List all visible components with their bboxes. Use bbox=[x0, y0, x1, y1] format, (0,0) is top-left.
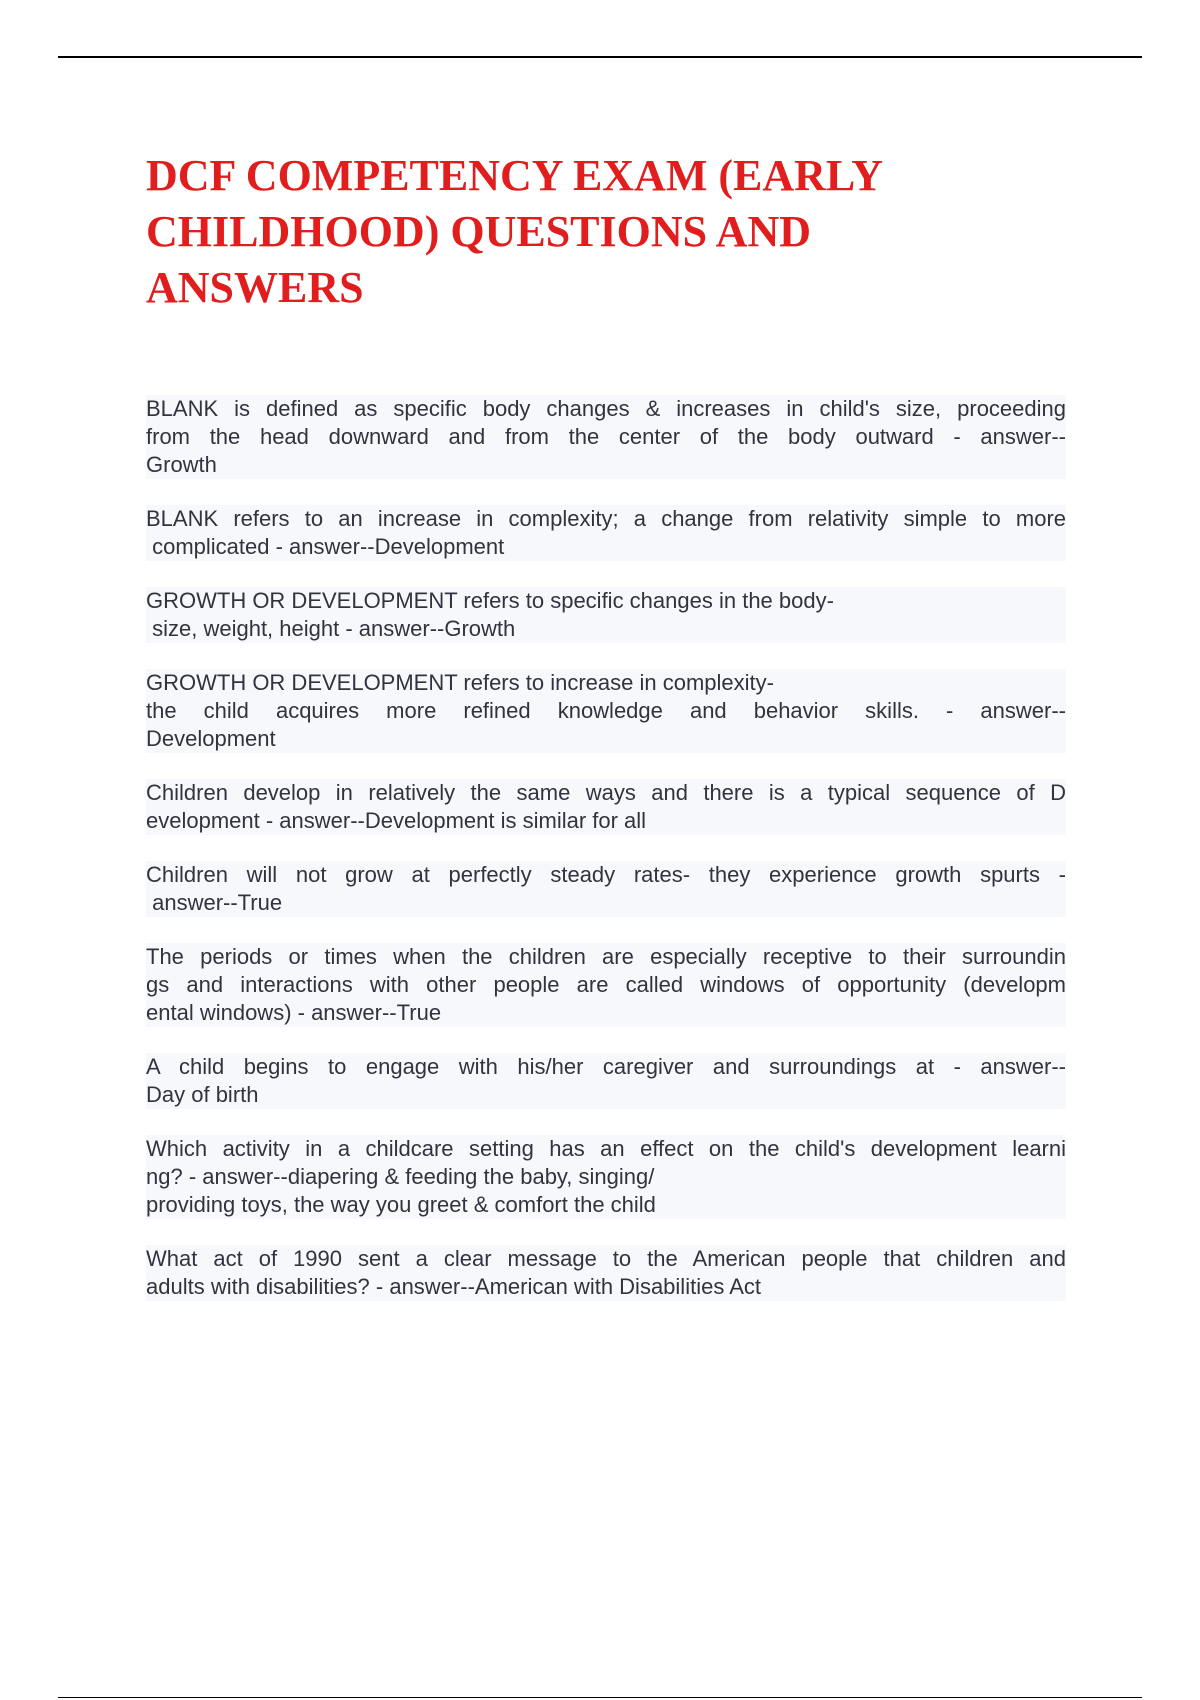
qa-line: evelopment - answer--Development is similar for all bbox=[146, 808, 647, 833]
qa-line: Day of birth bbox=[146, 1082, 259, 1107]
qa-item bbox=[146, 1135, 1066, 1219]
qa-line: ng? - answer--diapering & feeding the baby, singing/ bbox=[146, 1164, 655, 1189]
bottom-rule bbox=[58, 1697, 1142, 1698]
qa-item bbox=[146, 779, 1066, 835]
qa-line: The periods or times when the children are especially receptive to their surroundin bbox=[146, 944, 1066, 969]
qa-item bbox=[146, 1053, 1066, 1109]
qa-line: from the head downward and from the center of the body outward - answer-- bbox=[146, 424, 1066, 449]
title-line: CHILDHOOD) QUESTIONS AND bbox=[146, 207, 812, 256]
qa-item bbox=[146, 395, 1066, 479]
qa-line: the child acquires more refined knowledge and behavior skills. - answer-- bbox=[146, 698, 1066, 723]
qa-line: Children develop in relatively the same ways and there is a typical sequence of D bbox=[146, 780, 1066, 805]
qa-line: BLANK refers to an increase in complexity; a change from relativity simple to more bbox=[146, 506, 1066, 531]
qa-line: BLANK is defined as specific body changes & increases in child's size, proceeding bbox=[146, 396, 1066, 421]
qa-line: GROWTH OR DEVELOPMENT refers to increase in complexity- bbox=[146, 670, 774, 695]
document-title bbox=[146, 148, 1046, 316]
qa-line: A child begins to engage with his/her caregiver and surroundings at - answer-- bbox=[146, 1054, 1066, 1079]
qa-line: answer--True bbox=[146, 890, 283, 915]
qa-line: ental windows) - answer--True bbox=[146, 1000, 442, 1025]
qa-line: Development bbox=[146, 726, 276, 751]
qa-line: What act of 1990 sent a clear message to the American people that children and bbox=[146, 1246, 1066, 1271]
qa-item bbox=[146, 943, 1066, 1027]
qa-line: Which activity in a childcare setting has an effect on the child's development learni bbox=[146, 1136, 1066, 1161]
qa-line: GROWTH OR DEVELOPMENT refers to specific changes in the body- bbox=[146, 588, 834, 613]
qa-item bbox=[146, 587, 1066, 643]
qa-item bbox=[146, 1245, 1066, 1301]
qa-item bbox=[146, 861, 1066, 917]
title-line: DCF COMPETENCY EXAM (EARLY bbox=[146, 151, 883, 200]
qa-line: complicated - answer--Development bbox=[146, 534, 505, 559]
qa-line: Growth bbox=[146, 452, 217, 477]
qa-line: providing toys, the way you greet & comfort the child bbox=[146, 1192, 656, 1217]
qa-line: gs and interactions with other people are called windows of opportunity (developm bbox=[146, 972, 1066, 997]
qa-line: adults with disabilities? - answer--American with Disabilities Act bbox=[146, 1274, 762, 1299]
qa-item bbox=[146, 505, 1066, 561]
title-line: ANSWERS bbox=[146, 263, 364, 312]
top-rule bbox=[58, 56, 1142, 58]
qa-list bbox=[146, 395, 1066, 1327]
qa-line: size, weight, height - answer--Growth bbox=[146, 616, 516, 641]
qa-item bbox=[146, 669, 1066, 753]
qa-line: Children will not grow at perfectly steady rates- they experience growth spurts - bbox=[146, 862, 1066, 887]
